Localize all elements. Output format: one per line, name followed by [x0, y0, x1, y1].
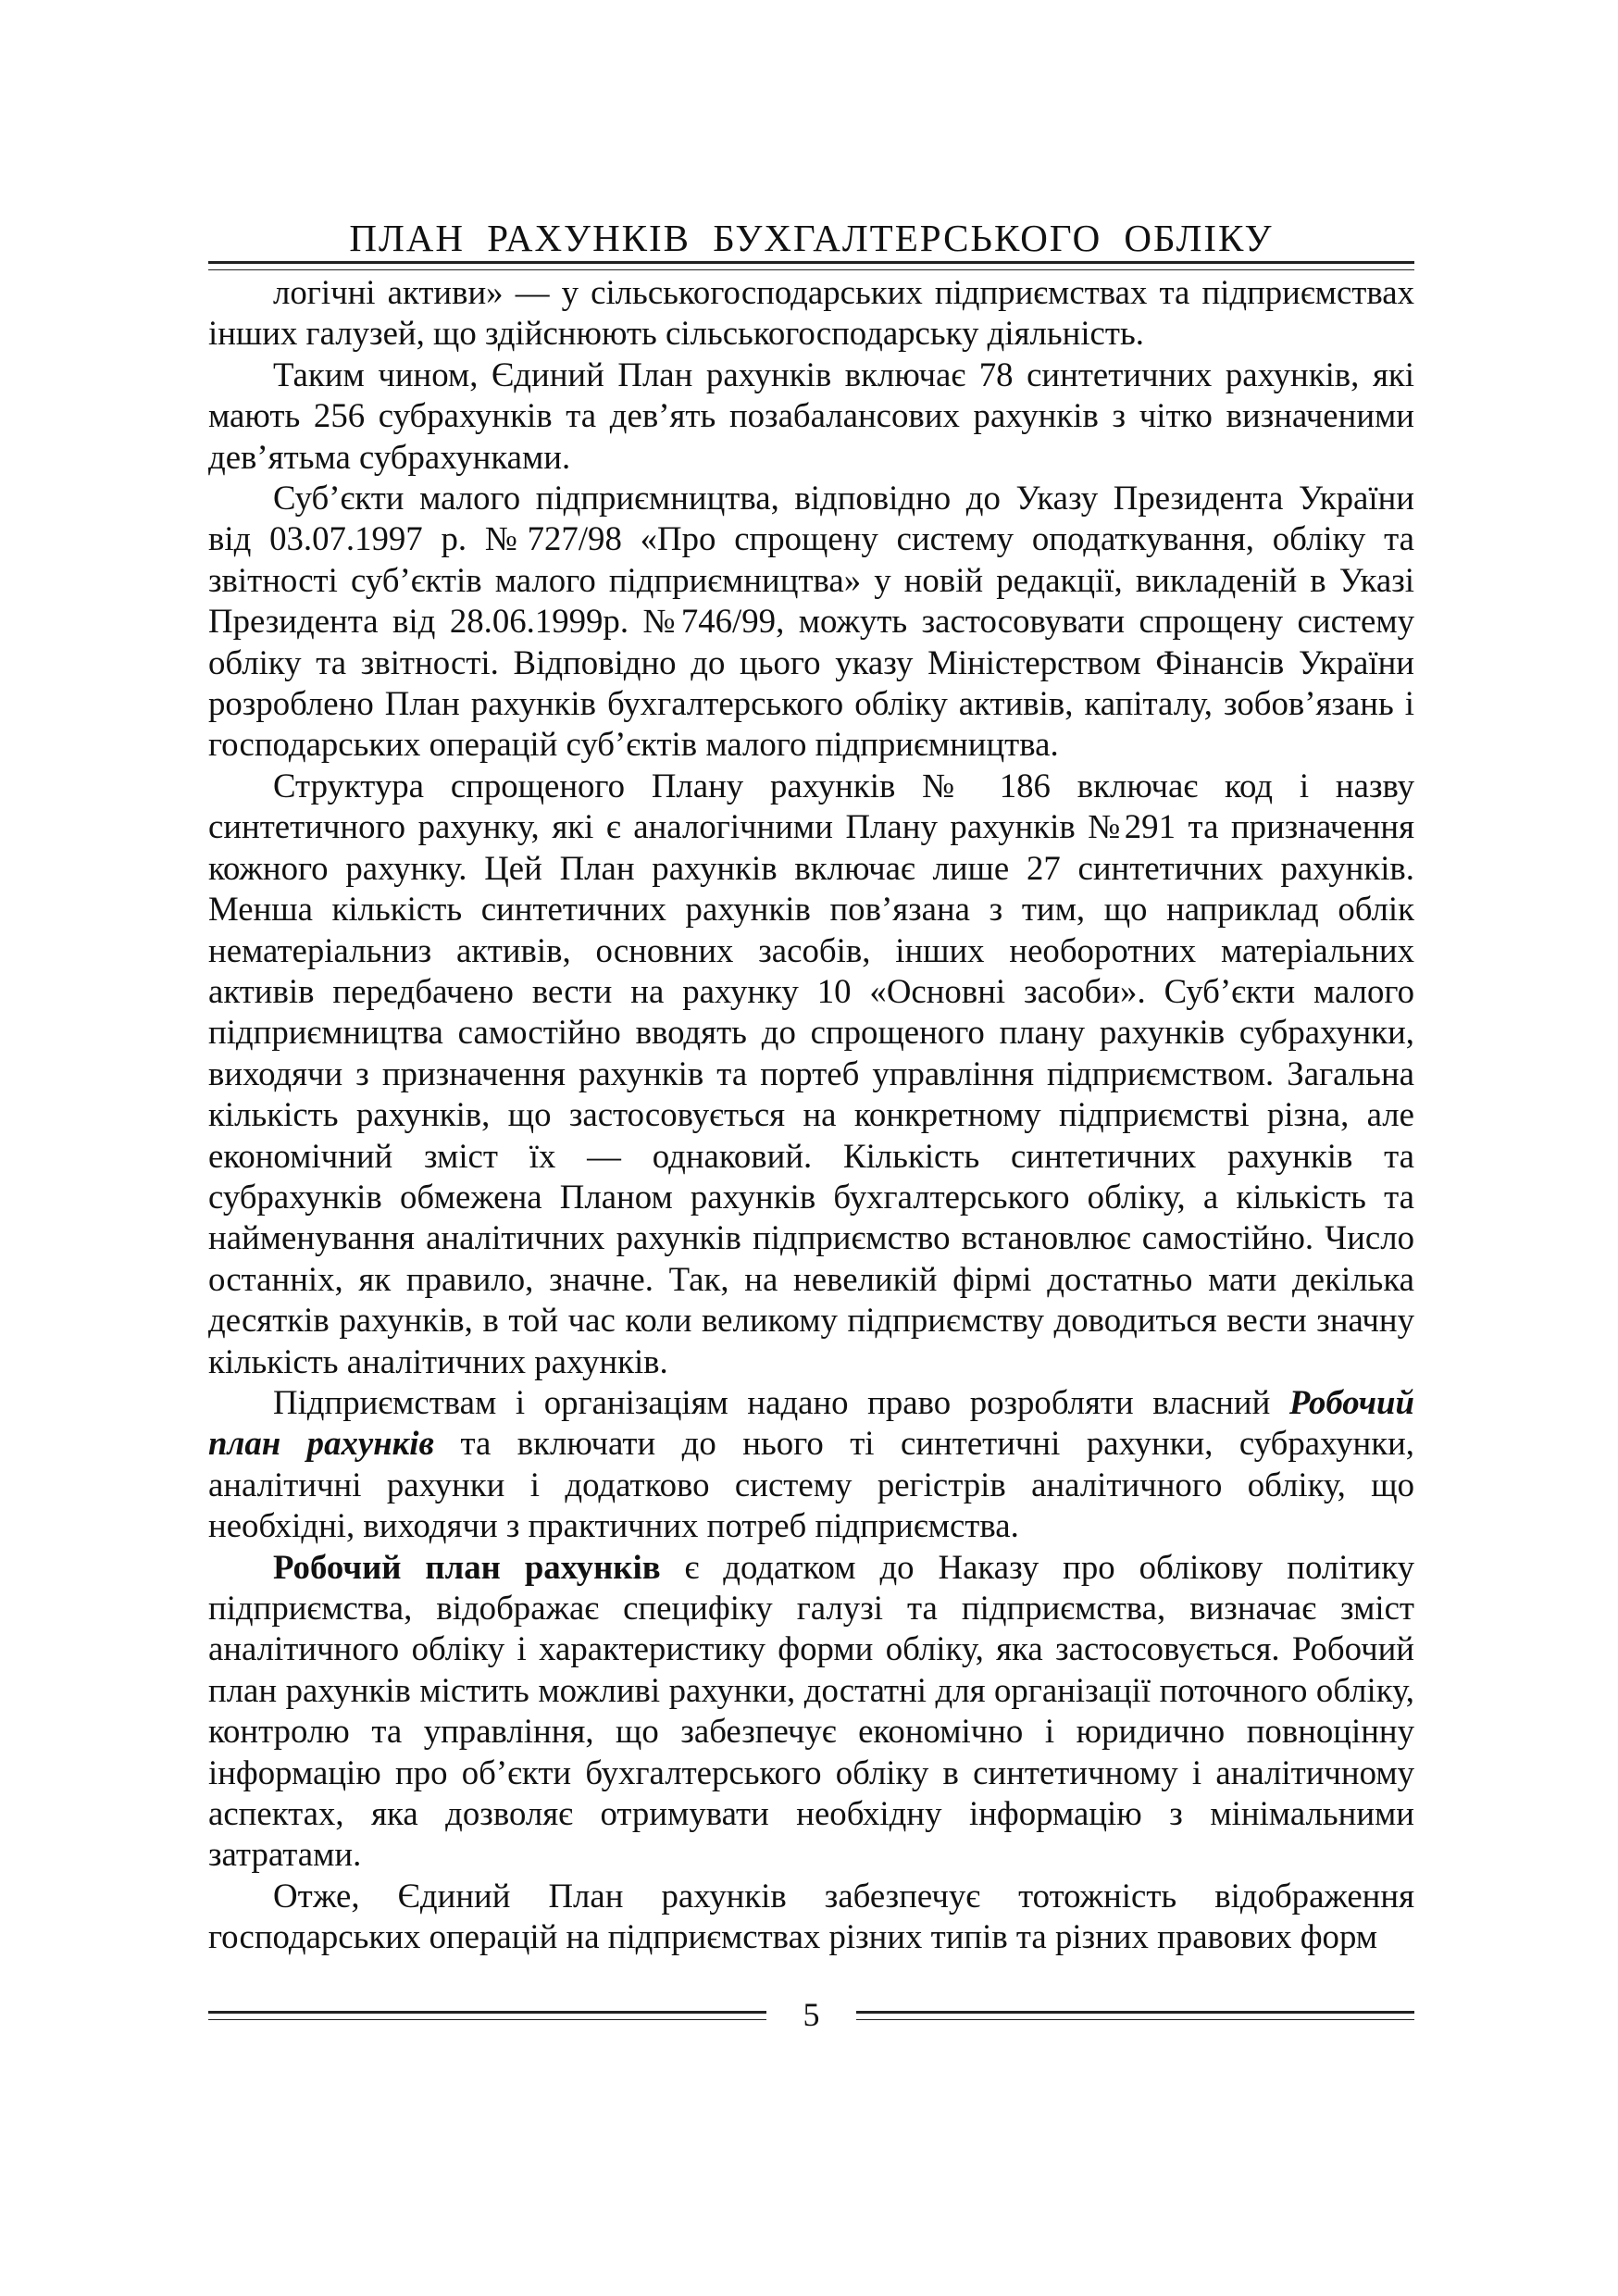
paragraph-7: Отже, Єдиний План рахунків забезпечує тотожність відображення господарських операцій на підприємствах різних типів та різних правових форм [208, 1876, 1414, 1956]
paragraph-6 [208, 1547, 1414, 1876]
paragraph-5-text-start: Підприємствам і організаціям надано право розробляти власний [273, 1382, 1289, 1421]
header-double-rule [208, 261, 1414, 270]
paragraph-4: Структура спрощеного Плану рахунків № 186 включає код і назву синтетичного рахунку, які є аналогічними Плану рахунків №291 та призначення кожного рахунку. Цей План рахунків включає лише 27 синтетичних рахунків. Менша кількість синтетичних рахунків пов’язана з тим, що наприклад облік нематеріальниз активів, основних засобів, інших необоротних матеріальних активів передбачено вести на рахунку 10 «Основні засоби». Суб’єкти малого підприємництва самостійно вводять до спрощеного плану рахунків субрахунки, виходячи з призначення рахунків та портеб управління підприємством. Загальна кількість рахунків, що застосовується на конкретному підприємстві різна, але економічний зміст їх — однаковий. Кількість синтетичних рахунків та субрахунків обмежена Планом рахунків бухгалтерського обліку, а кількість та найменування аналітичних рахунків підприємство встановлює самостійно. Число останніх, як правило, значне. Так, на невеликій фірмі достатньо мати декілька десятків рахунків, в той час коли великому підприємству доводиться вести значну кількість аналітичних рахунків. [208, 766, 1414, 1380]
footer-rule-right [856, 2011, 1414, 2020]
paragraph-3: Суб’єкти малого підприємництва, відповідно до Указу Президента України від 03.07.1997 р. №727/98 «Про спрощену систему оподаткування, обліку та звітності суб’єктів малого підприємництва» у новій редакції, викладеній в Указі Президента від 28.06.1999р. №746/99, можуть застосовувати спрощену систему обліку та звітності. Відповідно до цього указу Міністерством Фінансів України розроблено План рахунків бухгалтерського обліку активів, капіталу, зобов’язань і господарських операцій суб’єктів малого підприємництва. [208, 479, 1414, 764]
page-footer [208, 1992, 1414, 2039]
body-text [208, 272, 1414, 1958]
paragraph-6-bold-term: Робочий план рахунків [273, 1547, 661, 1586]
paragraph-6-text: є додатком до Наказу про облікову політику підприємства, відображає специфіку галузі та підприємства, визначає зміст аналітичного обліку і характеристику форми обліку, яка застосовується. Робочий план рахунків містить можливі рахунки, достатні для організації поточного обліку, контролю та управління, що забезпечує економічно і юридично повноцінну інформацію про об’єкти бухгалтерського обліку в синтетичному і аналітичному аспектах, яка дозволяє отримувати необхідну інформацію з мінімальними затратами. [208, 1547, 1414, 1874]
paragraph-5-text-end: та включати до нього ті синтетичні рахунки, субрахунки, аналітичні рахунки і додатково систему регістрів аналітичного обліку, що необхідні, виходячи з практичних потреб підприємства. [208, 1424, 1414, 1545]
paragraph-2: Таким чином, Єдиний План рахунків включає 78 синтетичних рахунків, які мають 256 субрахунків та дев’ять позабалансових рахунків з чітко визначеними дев’ятьма субрахунками. [208, 355, 1414, 476]
footer-rule-left [208, 2011, 766, 2020]
paragraph-5-emphasis: Робочий план рахунків [208, 1382, 1414, 1463]
paragraph-5 [208, 1382, 1414, 1547]
running-header: ПЛАН РАХУНКІВ БУХГАЛТЕРСЬКОГО ОБЛІКУ [349, 217, 1274, 259]
paragraph-1: логічні активи» — у сільськогосподарських підприємствах та підприємствах інших галузей, що здійснюють сільськогосподарську діяльність. [208, 273, 1414, 353]
page-number: 5 [803, 1996, 820, 2033]
